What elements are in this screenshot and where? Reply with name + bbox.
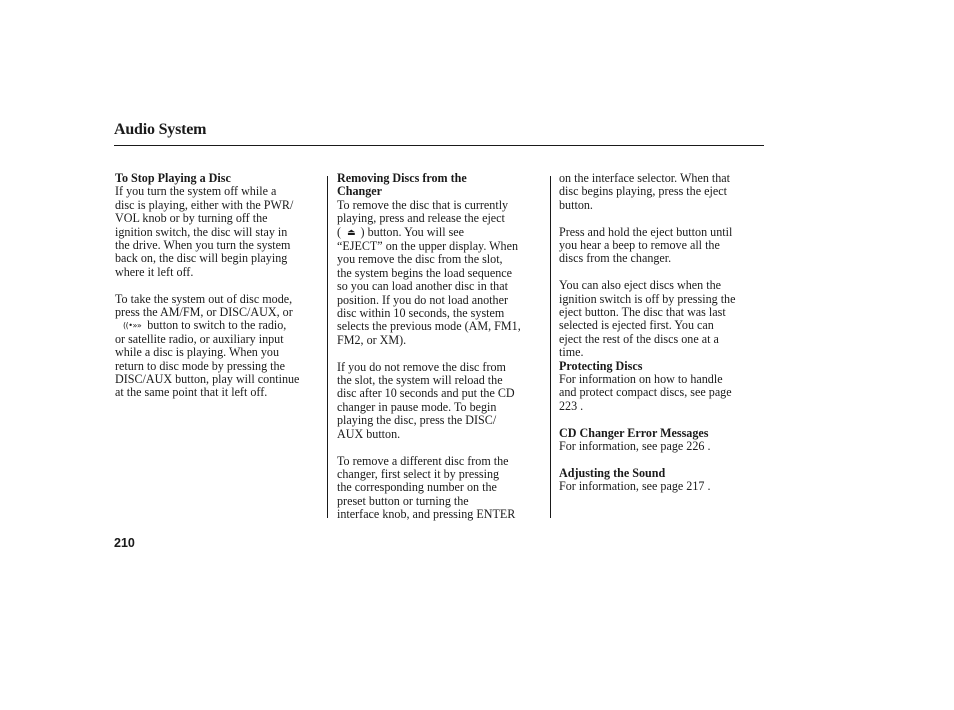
column-2	[337, 172, 549, 522]
seek-icon: ((•»»	[123, 321, 142, 331]
body-line: preset button or turning the	[337, 493, 469, 508]
body-line: the system begins the load sequence	[337, 265, 512, 280]
body-line	[337, 226, 549, 240]
body-line: Press and hold the eject button until	[559, 224, 733, 239]
body-line: disc begins playing, press the eject	[559, 184, 727, 199]
eject-icon: ⏏	[347, 227, 356, 238]
page-title: Audio System	[114, 121, 207, 138]
body-line: disc is playing, either with the PWR/	[115, 197, 294, 212]
body-line: For information, see page 226 .	[559, 439, 711, 454]
body-line: interface knob, and pressing ENTER	[337, 507, 516, 522]
body-line: ignition switch, the disc will stay in	[115, 224, 288, 239]
body-line: the corresponding number on the	[337, 480, 497, 495]
body-line: To remove the disc that is currently	[337, 197, 509, 212]
column-3	[559, 172, 764, 494]
body-line: return to disc mode by pressing the	[115, 358, 285, 373]
body-line: the slot, the system will reload the	[337, 373, 503, 388]
body-line: discs from the changer.	[559, 251, 672, 266]
section-heading: Removing Discs from the	[337, 171, 467, 185]
body-line: the drive. When you turn the system	[115, 238, 291, 253]
column-divider	[550, 176, 551, 518]
paragraph-gap	[559, 413, 764, 426]
section-heading: Protecting Discs	[559, 358, 643, 373]
body-line: button.	[559, 197, 593, 212]
body-line: so you can load another disc in that	[337, 279, 508, 294]
body-line: If you do not remove the disc from	[337, 359, 506, 374]
body-line: For information on how to handle	[559, 372, 723, 387]
body-line: while a disc is playing. When you	[115, 345, 280, 360]
section-heading: To Stop Playing a Disc	[115, 171, 231, 185]
body-line: 223 .	[559, 398, 584, 413]
body-text: ) button. You will see	[360, 224, 465, 239]
body-line: at the same point that it left off.	[115, 385, 268, 400]
body-line: DISC/AUX button, play will continue	[115, 372, 300, 387]
body-line: AUX button.	[337, 426, 401, 441]
body-line: playing the disc, press the DISC/	[337, 413, 497, 428]
title-rule	[114, 145, 764, 146]
body-line: If you turn the system off while a	[115, 184, 277, 199]
body-line: selected is ejected first. You can	[559, 318, 714, 333]
body-text: button to switch to the radio,	[147, 318, 287, 333]
body-line: selects the previous mode (AM, FM1,	[337, 319, 521, 334]
body-line: disc within 10 seconds, the system	[337, 306, 505, 321]
body-line: on the interface selector. When that	[559, 171, 731, 185]
paragraph-gap	[559, 212, 764, 225]
body-line: position. If you do not load another	[337, 292, 508, 307]
body-line: playing, press and release the eject	[337, 211, 505, 226]
body-line: you remove the disc from the slot,	[337, 252, 503, 267]
body-line: press the AM/FM, or DISC/AUX, or	[115, 305, 293, 320]
section-heading: CD Changer Error Messages	[559, 425, 709, 440]
column-divider	[327, 176, 328, 518]
page-number: 210	[114, 536, 135, 550]
body-line: time.	[559, 345, 584, 360]
body-line: eject the rest of the discs one at a	[559, 331, 719, 346]
paragraph-gap	[559, 266, 764, 279]
body-line: or satellite radio, or auxiliary input	[115, 331, 284, 346]
body-line: where it left off.	[115, 264, 194, 279]
body-line	[115, 319, 325, 332]
paragraph-gap	[559, 453, 764, 466]
body-text: (	[337, 224, 342, 239]
body-line: To remove a different disc from the	[337, 453, 509, 468]
body-line: eject button. The disc that was last	[559, 305, 726, 320]
body-line: ignition switch is off by pressing the	[559, 291, 736, 306]
body-line: FM2, or XM).	[337, 332, 407, 347]
paragraph-gap	[115, 279, 325, 292]
body-line: changer, first select it by pressing	[337, 466, 500, 481]
body-line: You can also eject discs when the	[559, 278, 722, 293]
paragraph-gap	[337, 347, 549, 360]
body-line: you hear a beep to remove all the	[559, 238, 720, 253]
section-heading: Changer	[337, 184, 383, 199]
column-1	[115, 172, 325, 400]
body-line: VOL knob or by turning off the	[115, 211, 268, 226]
body-line: disc after 10 seconds and put the CD	[337, 386, 515, 401]
body-line: back on, the disc will begin playing	[115, 251, 288, 266]
body-line: changer in pause mode. To begin	[337, 399, 497, 414]
paragraph-gap	[337, 441, 549, 454]
body-line: “EJECT” on the upper display. When	[337, 239, 519, 254]
section-heading: Adjusting the Sound	[559, 465, 666, 480]
body-line: For information, see page 217 .	[559, 479, 711, 494]
body-line: and protect compact discs, see page	[559, 385, 732, 400]
body-line: To take the system out of disc mode,	[115, 291, 293, 306]
